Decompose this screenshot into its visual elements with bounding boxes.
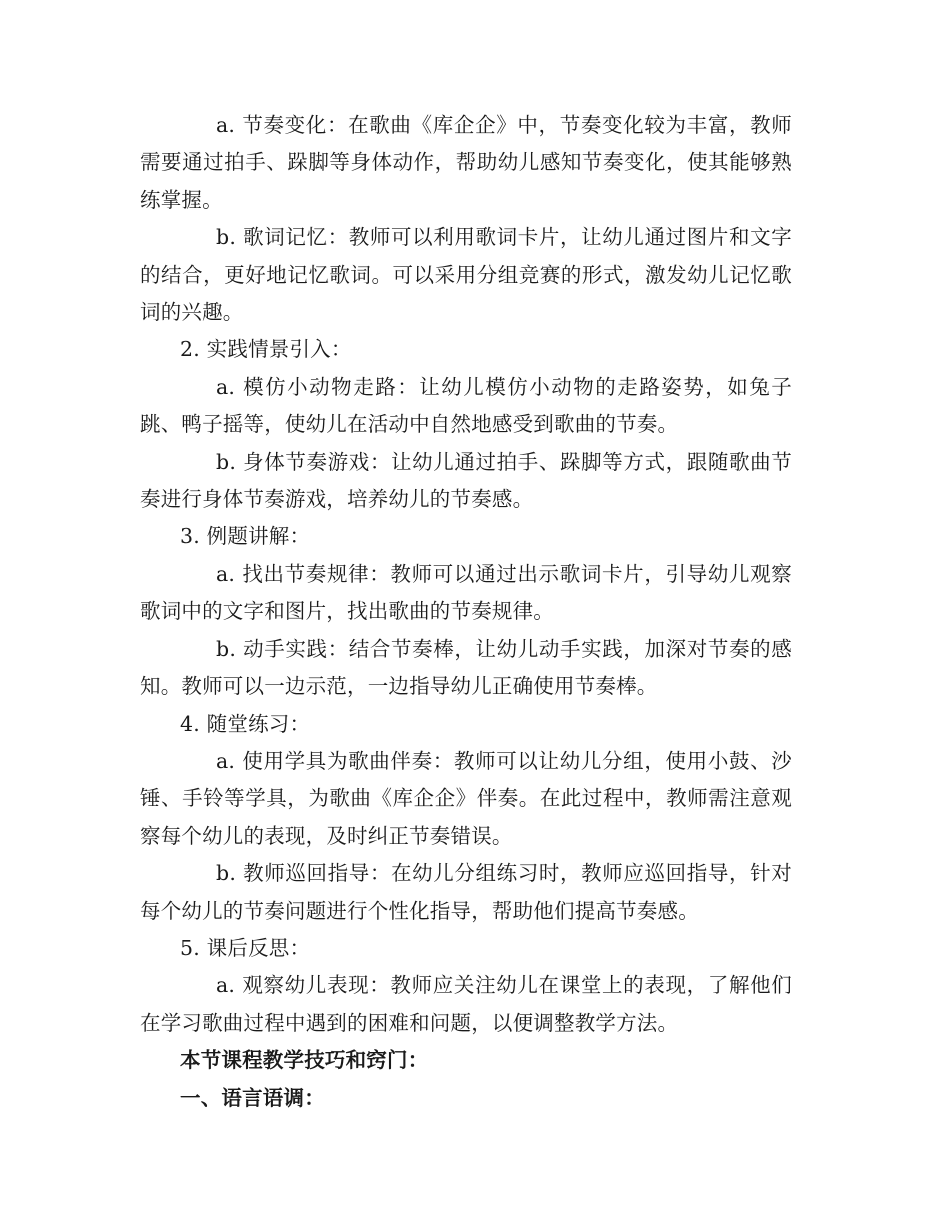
heading-after-class-reflection: 5. 课后反思： bbox=[180, 935, 311, 960]
paragraph-body-rhythm-game: b. 身体节奏游戏：让幼儿通过拍手、跺脚等方式，跟随歌曲节奏进行身体节奏游戏，培养幼儿的节奏感。 bbox=[140, 449, 792, 512]
paragraph-find-rhythm-pattern: a. 找出节奏规律：教师可以通过出示歌词卡片，引导幼儿观察歌词中的文字和图片，找出歌曲的节奏规律。 bbox=[140, 561, 792, 624]
paragraph-instrument-accompaniment: a. 使用学具为歌曲伴奏：教师可以让幼儿分组，使用小鼓、沙锤、手铃等学具，为歌曲《库企企》伴奏。在此过程中，教师需注意观察每个幼儿的表现，及时纠正节奏错误。 bbox=[140, 748, 792, 848]
heading-classroom-exercise: 4. 随堂练习： bbox=[180, 711, 311, 736]
paragraph-hands-on-practice: b. 动手实践：结合节奏棒，让幼儿动手实践，加深对节奏的感知。教师可以一边示范，一边指导幼儿正确使用节奏棒。 bbox=[140, 636, 792, 699]
heading-practice-scenario: 2. 实践情景引入： bbox=[180, 337, 352, 362]
paragraph-teacher-guidance: b. 教师巡回指导：在幼儿分组练习时，教师应巡回指导，针对每个幼儿的节奏问题进行个性化指导，帮助他们提高节奏感。 bbox=[140, 861, 792, 923]
document-body bbox=[140, 107, 792, 1117]
paragraph-animal-walk: a. 模仿小动物走路：让幼儿模仿小动物的走路姿势，如兔子跳、鸭子摇等，使幼儿在活动中自然地感受到歌曲的节奏。 bbox=[140, 374, 792, 437]
heading-language-tone: 一、语言语调： bbox=[180, 1085, 325, 1110]
heading-example-explanation: 3. 例题讲解： bbox=[180, 524, 311, 549]
paragraph-lyrics-memory: b. 歌词记忆：教师可以利用歌词卡片，让幼儿通过图片和文字的结合，更好地记忆歌词。可以采用分组竞赛的形式，激发幼儿记忆歌词的兴趣。 bbox=[140, 225, 792, 325]
paragraph-rhythm-change: a. 节奏变化：在歌曲《库企企》中，节奏变化较为丰富，教师需要通过拍手、跺脚等身体动作，帮助幼儿感知节奏变化，使其能够熟练掌握。 bbox=[140, 113, 792, 212]
paragraph-observe-performance: a. 观察幼儿表现：教师应关注幼儿在课堂上的表现，了解他们在学习歌曲过程中遇到的困难和问题，以便调整教学方法。 bbox=[140, 973, 792, 1035]
heading-teaching-tips: 本节课程教学技巧和窍门： bbox=[180, 1048, 429, 1073]
